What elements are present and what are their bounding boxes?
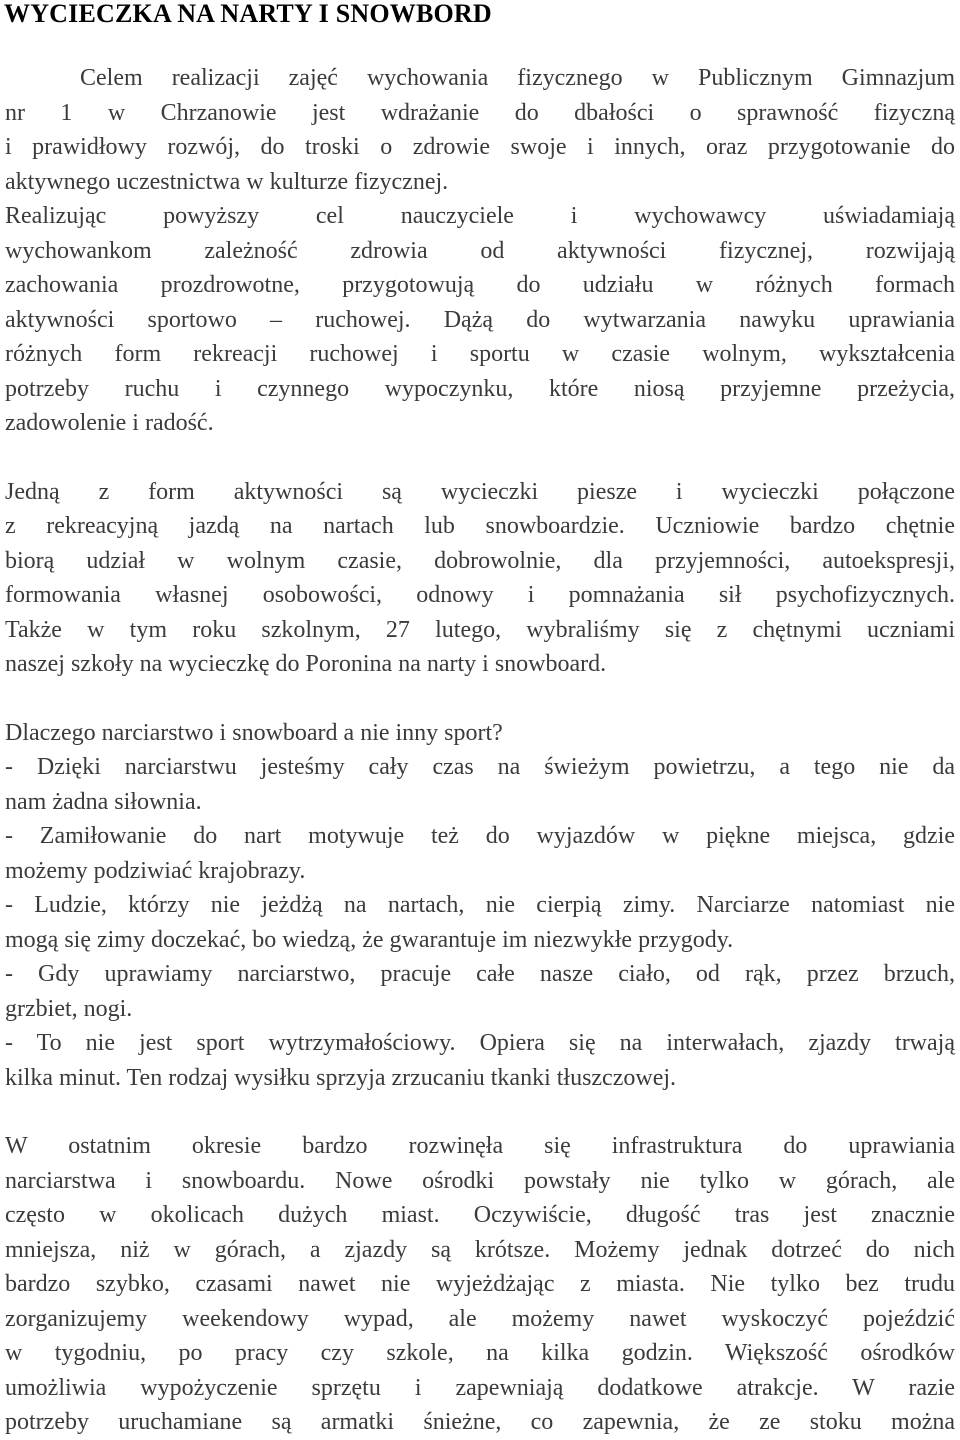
- paragraph-intro: [5, 61, 955, 441]
- paragraph-line: narciarstwa i snowboardu. Nowe ośrodki powstały nie tylko w górach, ale: [5, 1167, 955, 1194]
- paragraph-line: nam żadna siłownia.: [5, 788, 202, 815]
- paragraph-line: biorą udział w wolnym czasie, dobrowolnie, dla przyjemności, autoekspresji,: [5, 547, 955, 574]
- paragraph-line: grzbiet, nogi.: [5, 995, 133, 1022]
- paragraph-line: umożliwia wypożyczenie sprzętu i zapewniają dodatkowe atrakcje. W razie: [5, 1374, 955, 1401]
- paragraph-line: aktywności sportowo – ruchowej. Dążą do wytwarzania nawyku uprawiania: [5, 306, 955, 333]
- paragraph-why-skiing: [5, 716, 955, 1096]
- paragraph-line: z rekreacyjną jazdą na nartach lub snowboardzie. Uczniowie bardzo chętnie: [5, 513, 955, 539]
- paragraph-spacer: [5, 682, 955, 716]
- paragraph-forms: [5, 475, 955, 682]
- paragraph-line: i prawidłowy rozwój, do troski o zdrowie swoje i innych, oraz przygotowanie do: [5, 134, 955, 160]
- paragraph-spacer: [5, 1095, 955, 1129]
- paragraph-line: mogą się zimy doczekać, bo wiedzą, że gwarantuje im niezwykłe przygody.: [5, 926, 734, 953]
- document-title: WYCIECZKA NA NARTY I SNOWBORD: [4, 0, 492, 28]
- paragraph-spacer: [5, 441, 955, 475]
- paragraph-line: nr 1 w Chrzanowie jest wdrażanie do dbałości o sprawność fizyczną: [5, 99, 955, 126]
- paragraph-line: bardzo szybko, czasami nawet nie wyjeżdżając z miasta. Nie tylko bez trudu: [5, 1271, 955, 1297]
- paragraph-line: - Dzięki narciarstwu jesteśmy cały czas na świeżym powietrzu, a tego nie da: [5, 754, 955, 780]
- paragraph-line: wychowankom zależność zdrowia od aktywności fizycznej, rozwijają: [5, 237, 955, 264]
- paragraph-line: mniejsza, niż w górach, a zjazdy są krótsze. Możemy jednak dotrzeć do nich: [5, 1236, 955, 1263]
- paragraph-line: W ostatnim okresie bardzo rozwinęła się infrastruktura do uprawiania: [5, 1133, 955, 1159]
- paragraph-infrastructure: [5, 1129, 955, 1440]
- paragraph-line: zachowania prozdrowotne, przygotowują do udziału w różnych formach: [5, 272, 955, 298]
- paragraph-line: zadowolenie i radość.: [5, 410, 214, 436]
- paragraph-line: różnych form rekreacji ruchowej i sportu w czasie wolnym, wykształcenia: [5, 341, 955, 367]
- paragraph-line: - To nie jest sport wytrzymałościowy. Opiera się na interwałach, zjazdy trwają: [5, 1030, 955, 1056]
- paragraph-line: Realizując powyższy cel nauczyciele i wychowawcy uświadamiają: [5, 203, 955, 229]
- paragraph-line: formowania własnej osobowości, odnowy i pomnażania sił psychofizycznych.: [5, 582, 955, 608]
- paragraph-line: Dlaczego narciarstwo i snowboard a nie inny sport?: [5, 719, 503, 746]
- paragraph-line: w tygodniu, po pracy czy szkole, na kilka godzin. Większość ośrodków: [5, 1340, 955, 1366]
- paragraph-line: - Gdy uprawiamy narciarstwo, pracuje całe nasze ciało, od rąk, przez brzuch,: [5, 961, 955, 987]
- paragraph-line: kilka minut. Ten rodzaj wysiłku sprzyja zrzucaniu tkanki tłuszczowej.: [5, 1064, 677, 1091]
- paragraph-line: naszej szkoły na wycieczkę do Poronina na narty i snowboard.: [5, 651, 607, 677]
- paragraph-line: - Ludzie, którzy nie jeżdżą na nartach, nie cierpią zimy. Narciarze natomiast nie: [5, 892, 955, 918]
- paragraph-line: Jedną z form aktywności są wycieczki piesze i wycieczki połączone: [5, 478, 955, 505]
- document-body: [5, 61, 955, 1440]
- paragraph-line: możemy podziwiać krajobrazy.: [5, 857, 306, 884]
- paragraph-line: Celem realizacji zajęć wychowania fizycznego w Publicznym Gimnazjum: [80, 65, 955, 91]
- paragraph-line: potrzeby uruchamiane są armatki śnieżne, co zapewnia, że ze stoku można: [5, 1409, 955, 1435]
- paragraph-line: aktywnego uczestnictwa w kulturze fizycznej.: [5, 168, 449, 195]
- paragraph-line: zorganizujemy weekendowy wypad, ale możemy nawet wyskoczyć pojeździć: [5, 1305, 955, 1332]
- paragraph-line: potrzeby ruchu i czynnego wypoczynku, które niosą przyjemne przeżycia,: [5, 375, 955, 402]
- paragraph-line: często w okolicach dużych miast. Oczywiście, długość tras jest znacznie: [5, 1202, 955, 1228]
- paragraph-line: - Zamiłowanie do nart motywuje też do wyjazdów w piękne miejsca, gdzie: [5, 823, 955, 849]
- paragraph-line: Także w tym roku szkolnym, 27 lutego, wybraliśmy się z chętnymi uczniami: [5, 616, 955, 643]
